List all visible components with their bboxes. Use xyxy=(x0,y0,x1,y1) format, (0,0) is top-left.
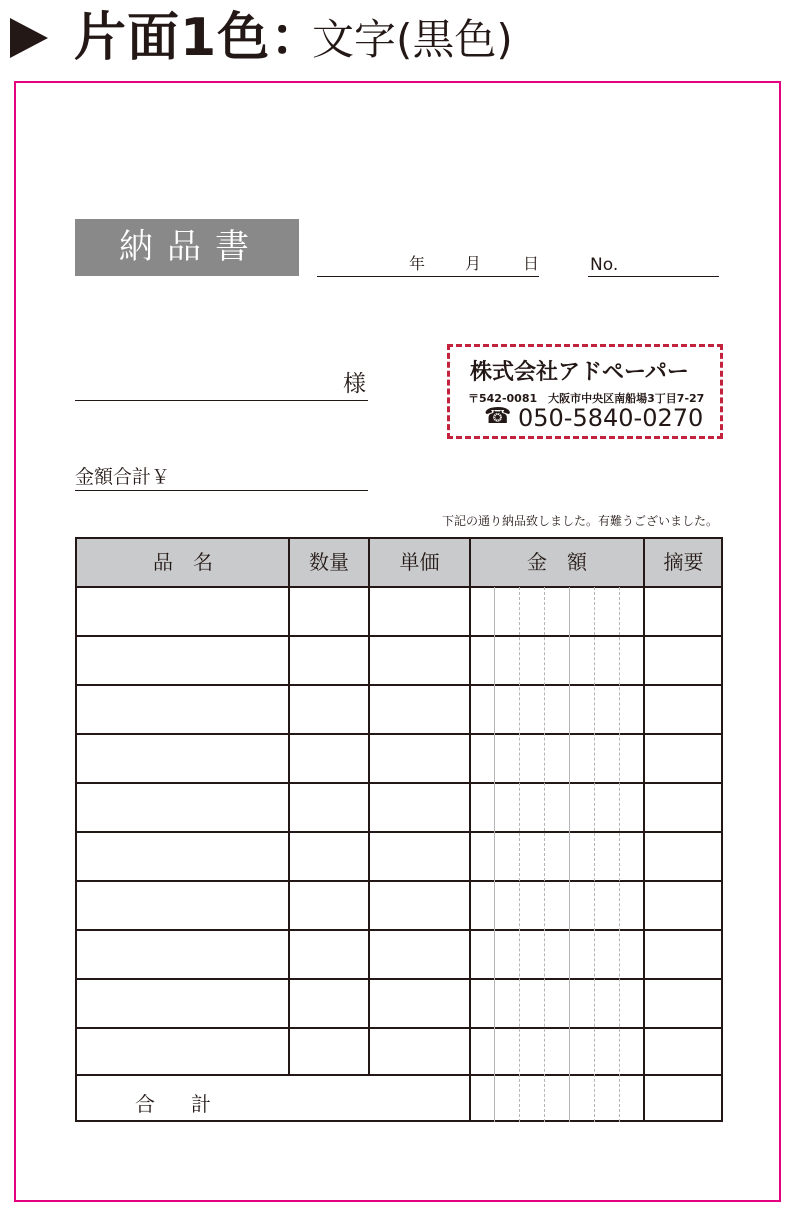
row-divider xyxy=(77,733,721,735)
column-divider xyxy=(368,539,370,1076)
company-stamp xyxy=(447,344,723,439)
header-item: 品 名 xyxy=(153,550,213,574)
digit-guide xyxy=(494,587,495,1122)
customer-field[interactable] xyxy=(75,368,368,401)
title-main: 片面1色： xyxy=(74,8,324,68)
year-label: 年 xyxy=(409,254,426,273)
number-label: No. xyxy=(590,255,619,275)
digit-guide xyxy=(519,587,520,1122)
row-divider xyxy=(77,929,721,931)
company-name: 株式会社アドペーパー xyxy=(470,360,689,385)
row-divider xyxy=(77,782,721,784)
row-divider xyxy=(77,684,721,686)
digit-guide xyxy=(594,587,595,1122)
row-divider xyxy=(77,635,721,637)
thanks-message: 下記の通り納品致しました。有難うございました。 xyxy=(441,514,718,528)
company-address: 〒542-0081 大阪市中央区南船場3丁目7-27 xyxy=(468,392,705,405)
digit-guide xyxy=(544,587,545,1122)
row-divider xyxy=(77,978,721,980)
telephone-icon: ☎ xyxy=(484,404,512,429)
arrow-right-icon xyxy=(10,18,48,58)
header-remarks: 摘要 xyxy=(663,550,704,574)
row-divider xyxy=(77,1027,721,1029)
column-divider xyxy=(288,539,290,1076)
date-field[interactable] xyxy=(317,256,539,277)
row-divider xyxy=(77,880,721,882)
day-label: 日 xyxy=(523,254,540,273)
column-divider xyxy=(469,539,471,1122)
header-quantity: 数量 xyxy=(309,550,349,574)
row-divider xyxy=(77,1074,721,1076)
title-sub: 文字(黒色) xyxy=(312,15,513,64)
items-table xyxy=(75,537,723,1122)
phone-number: 050-5840-0270 xyxy=(518,404,704,432)
total-amount-field[interactable] xyxy=(75,461,368,491)
digit-guide xyxy=(569,587,570,1122)
row-divider xyxy=(77,586,721,588)
document-title: 納品書 xyxy=(75,219,299,276)
header-amount: 金 額 xyxy=(527,550,587,574)
header-unit-price: 単価 xyxy=(399,550,440,574)
total-amount-label: 金額合計￥ xyxy=(75,466,171,488)
page-header xyxy=(0,0,791,80)
month-label: 月 xyxy=(465,254,482,273)
digit-guide xyxy=(619,587,620,1122)
customer-suffix: 様 xyxy=(343,371,366,397)
row-divider xyxy=(77,831,721,833)
number-field[interactable] xyxy=(588,256,719,277)
column-divider xyxy=(643,539,645,1122)
sum-label: 合計 xyxy=(135,1092,247,1116)
